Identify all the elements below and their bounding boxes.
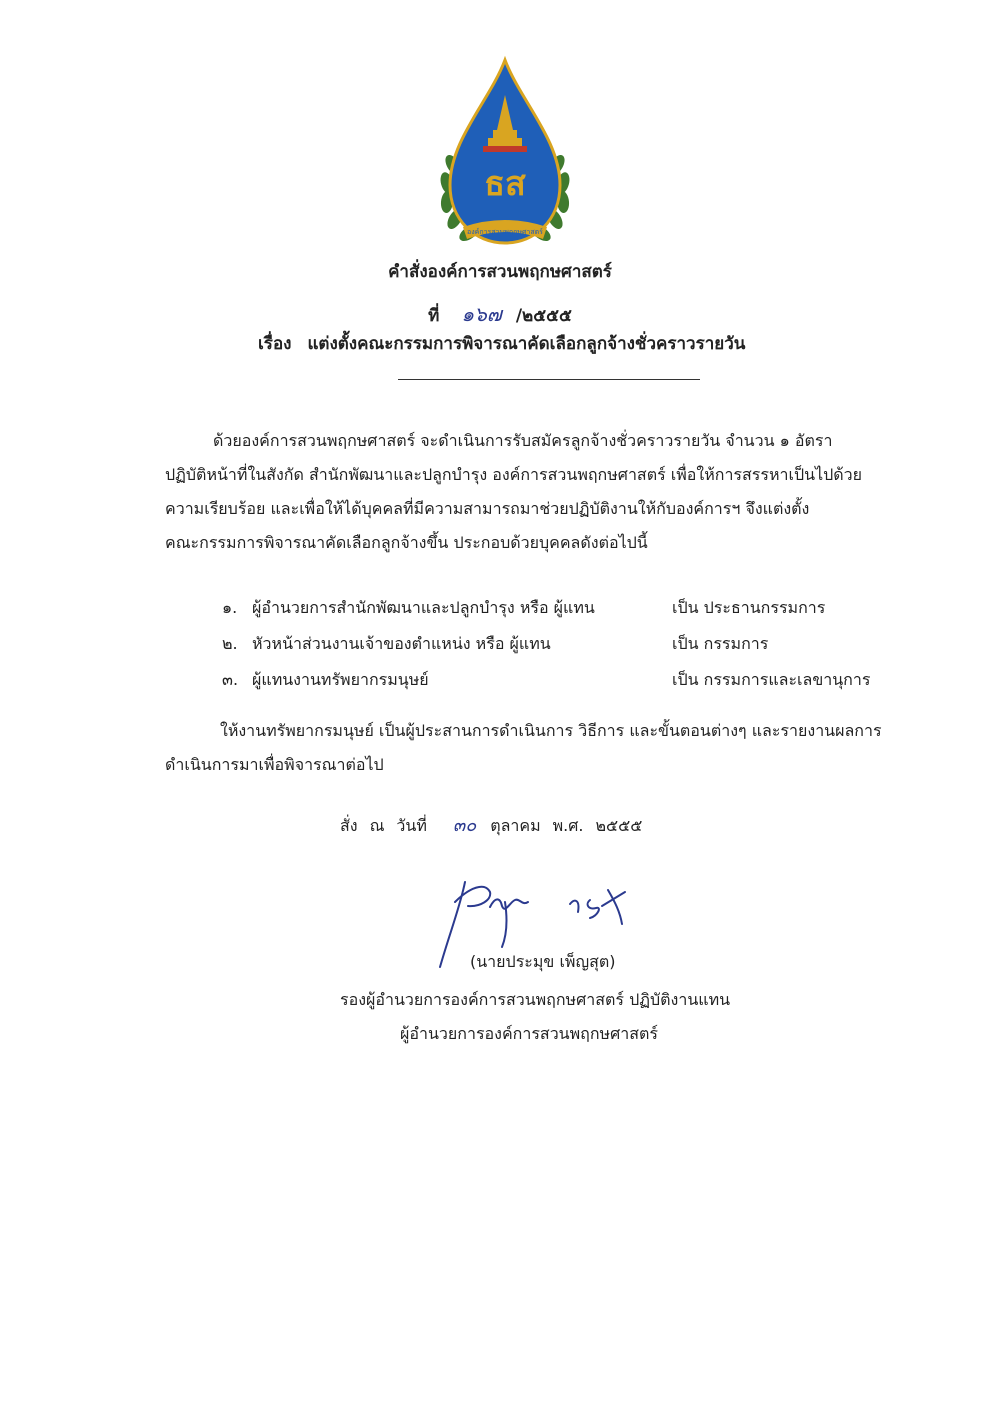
committee-item	[222, 626, 769, 662]
paragraph-intro	[165, 424, 940, 560]
paragraph-line: ให้งานทรัพยากรมนุษย์ เป็นผู้ประสานการดำเนินการ วิธีการ และขั้นตอนต่างๆ และรายงานผลการ	[220, 721, 882, 740]
signer-position: รองผู้อำนวยการองค์การสวนพฤกษศาสตร์ ปฏิบัติงานแทน	[340, 990, 731, 1009]
order-label: ที่	[428, 306, 440, 326]
document-title: คำสั่งองค์การสวนพฤกษศาสตร์	[388, 262, 612, 282]
subject-text: แต่งตั้งคณะกรรมการพิจารณาคัดเลือกลูกจ้างชั่วคราวรายวัน	[307, 334, 746, 354]
committee-list	[222, 590, 871, 698]
paragraph-line: ความเรียบร้อย และเพื่อให้ได้บุคคลที่มีความสามารถมาช่วยปฏิบัติงานให้กับองค์การฯ จึงแต่งตั้ง	[165, 499, 810, 518]
signer-position-acting: ผู้อำนวยการองค์การสวนพฤกษศาสตร์	[400, 1024, 658, 1043]
date-month: ตุลาคม	[490, 816, 541, 835]
committee-item	[222, 590, 826, 626]
date-day: ๓๐	[452, 815, 477, 836]
order-date	[340, 810, 654, 839]
paragraph-line: ด้วยองค์การสวนพฤกษศาสตร์ จะดำเนินการรับสมัครลูกจ้างชั่วคราวรายวัน จำนวน ๑ อัตรา	[213, 431, 833, 450]
date-era: พ.ศ.	[552, 816, 584, 835]
date-year: ๒๕๕๕	[595, 816, 643, 835]
committee-role: เป็น กรรมการและเลขานุการ	[672, 670, 871, 689]
committee-item	[222, 662, 871, 698]
signer-name: (นายประมุข เพ็ญสุต)	[470, 952, 616, 971]
committee-role: เป็น ประธานกรรมการ	[672, 598, 826, 617]
subject-line	[258, 330, 745, 357]
order-number-line	[0, 298, 1000, 330]
date-wan-thi: วันที่	[396, 816, 427, 835]
committee-number: ๑.	[222, 598, 238, 617]
order-number: ๑๖๗	[461, 302, 502, 326]
svg-text:ธส: ธส	[484, 164, 526, 204]
order-year: /๒๕๕๕	[515, 306, 572, 326]
paragraph-line: คณะกรรมการพิจารณาคัดเลือกลูกจ้างขึ้น ประกอบด้วยบุคคลดังต่อไปนี้	[165, 533, 648, 552]
botanical-garden-emblem-icon	[425, 55, 585, 255]
committee-number: ๓.	[222, 670, 239, 689]
subject-label: เรื่อง	[258, 334, 292, 354]
committee-member: ผู้แทนงานทรัพยากรมนุษย์	[252, 670, 429, 689]
paragraph-line: ดำเนินการมาเพื่อพิจารณาต่อไป	[165, 755, 384, 774]
committee-member: ผู้อำนวยการสำนักพัฒนาและปลูกบำรุง หรือ ผู้แทน	[252, 598, 595, 617]
committee-member: หัวหน้าส่วนงานเจ้าของตำแหน่ง หรือ ผู้แทน	[252, 634, 551, 653]
date-na: ณ	[369, 816, 385, 835]
paragraph-assignment	[165, 714, 940, 782]
paragraph-line: ปฏิบัติหน้าที่ในสังกัด สำนักพัฒนาและปลูกบำรุง องค์การสวนพฤกษศาสตร์ เพื่อให้การสรรหาเป็นไปด้วย	[165, 465, 863, 484]
committee-role: เป็น กรรมการ	[672, 634, 769, 653]
date-sang: สั่ง	[340, 816, 358, 835]
svg-text:องค์การสวนพฤกษศาสตร์: องค์การสวนพฤกษศาสตร์	[467, 228, 543, 236]
header-divider	[398, 379, 700, 380]
committee-number: ๒.	[222, 634, 238, 653]
